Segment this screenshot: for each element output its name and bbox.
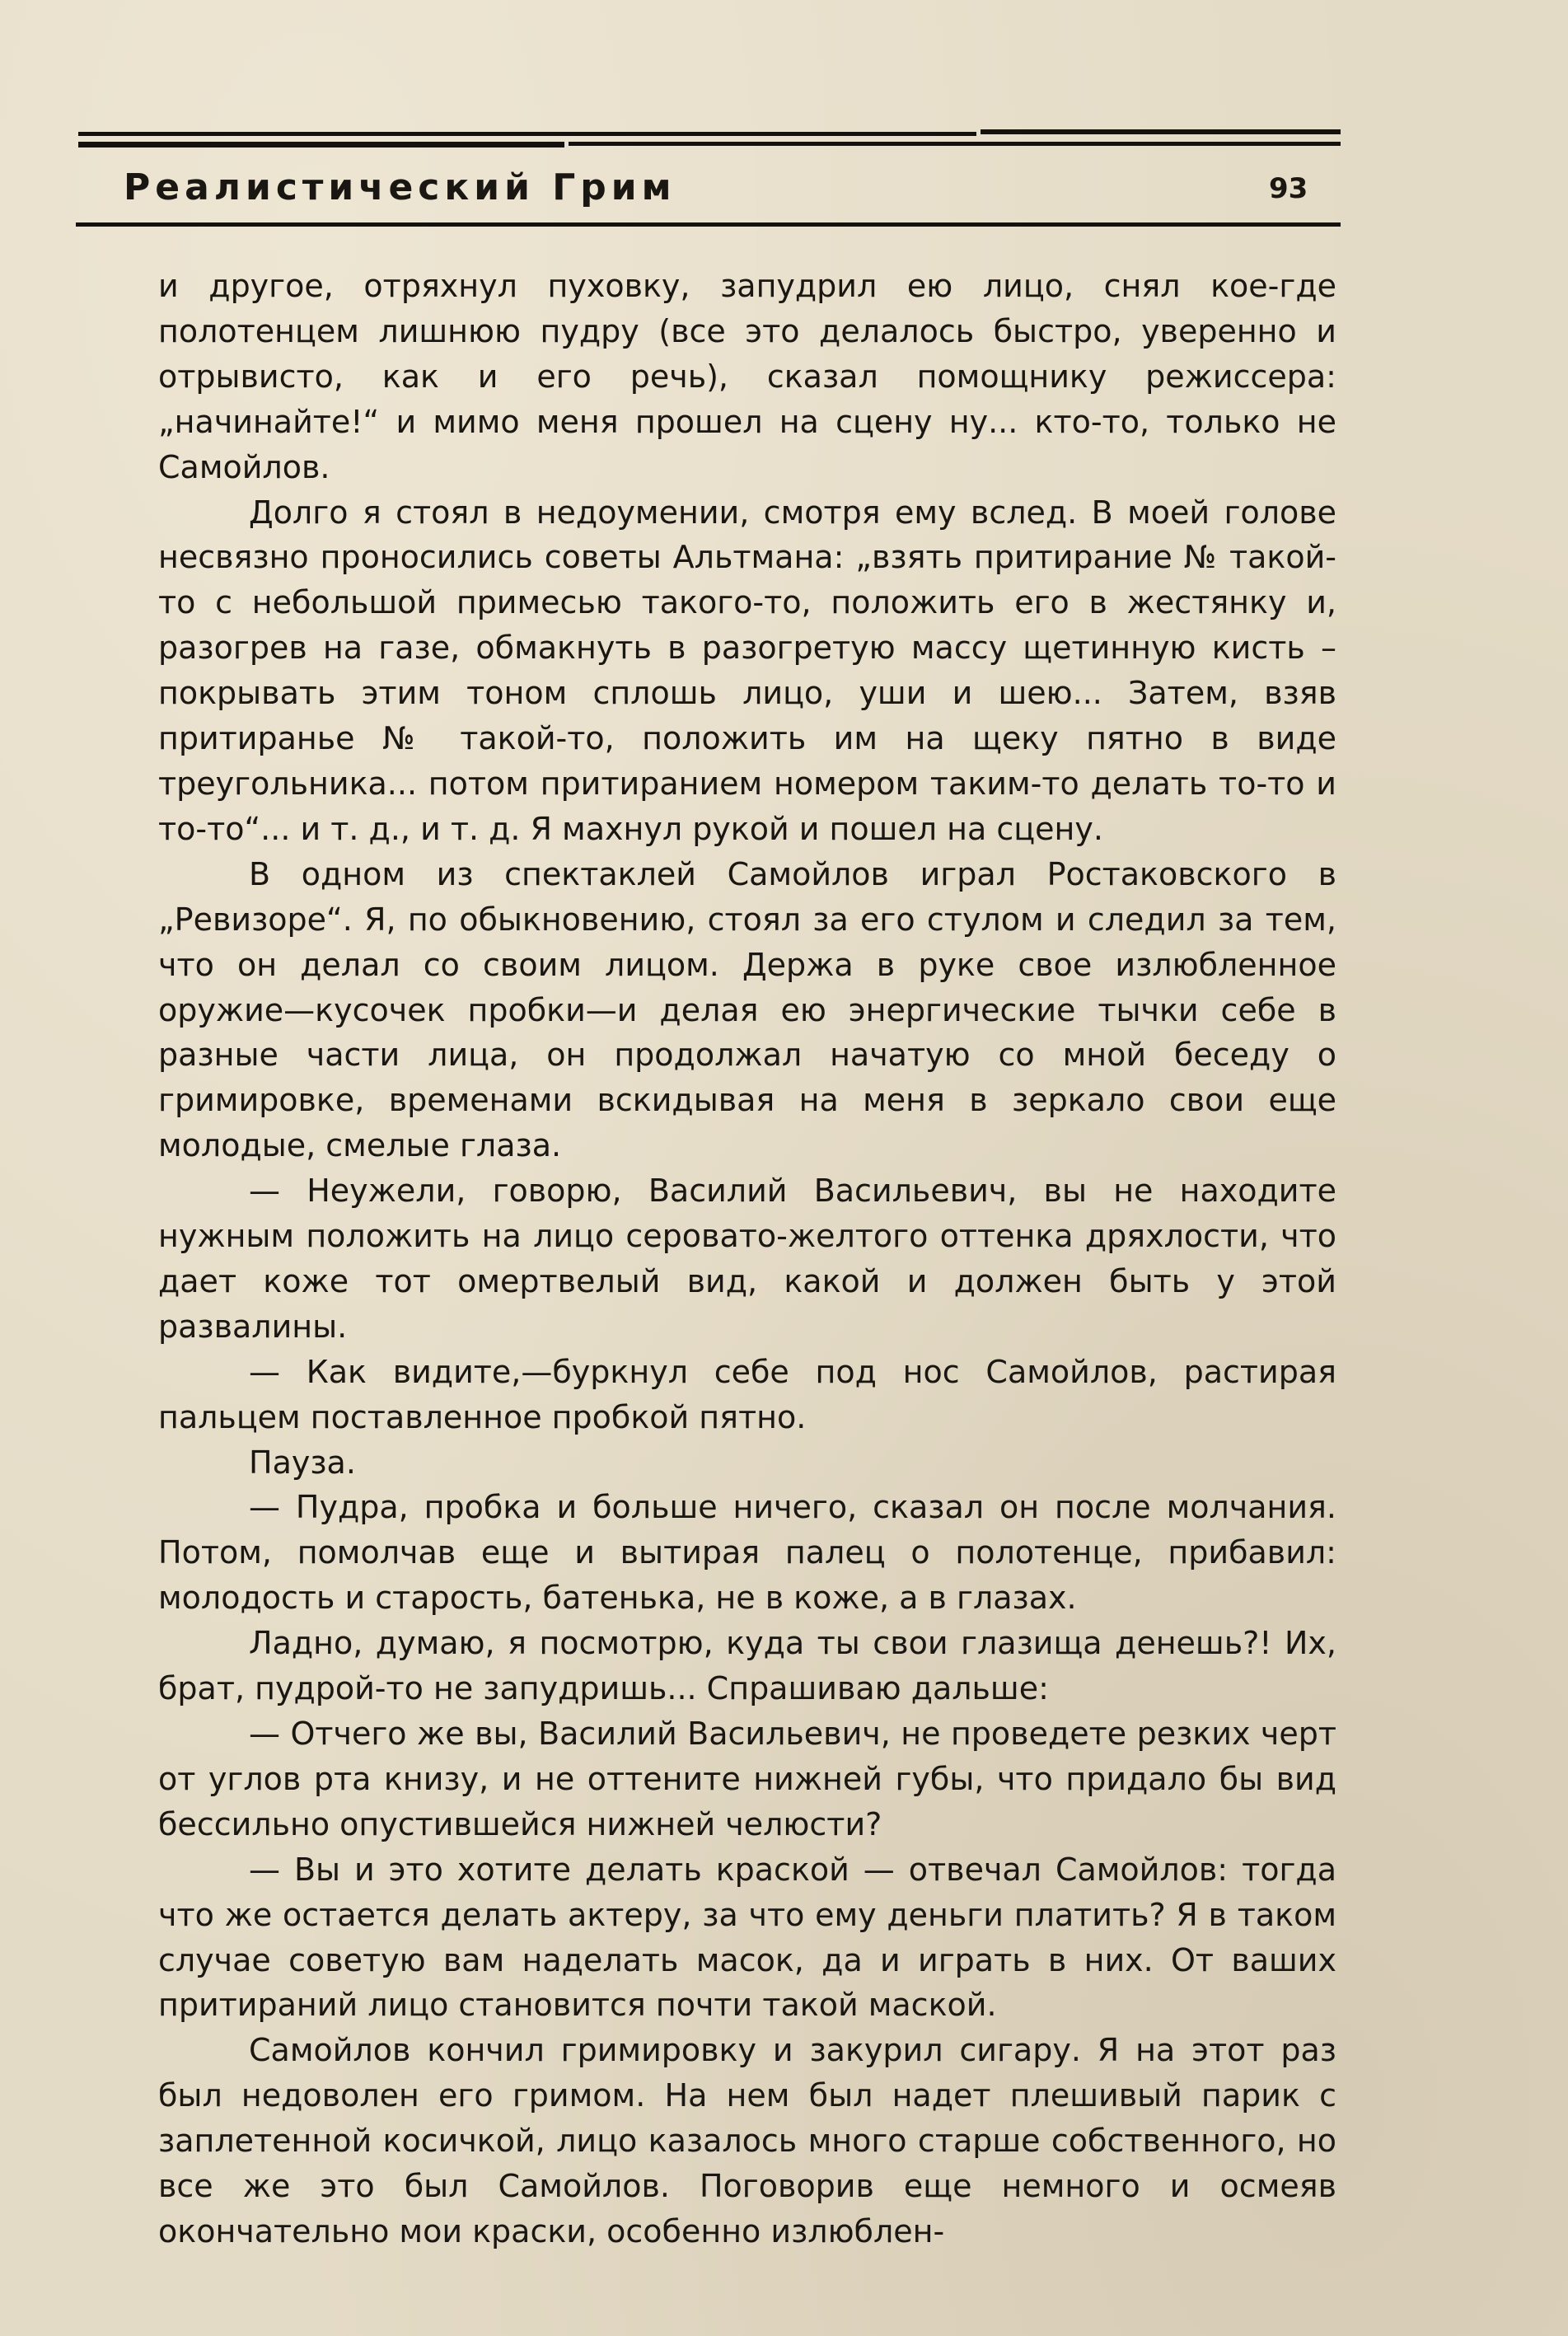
- paragraph: — Как видите,—буркнул себе под нос Самойлов, растирая пальцем поставленное пробкой пятно.: [158, 1353, 1336, 1435]
- paragraph: — Отчего же вы, Василий Васильевич, не проведете резких черт от углов рта книзу, и не оттените нижней губы, что придало бы вид бессильно опустившейся нижней челюсти?: [158, 1716, 1336, 1842]
- paragraph: Пауза.: [249, 1444, 356, 1481]
- paragraph: и другое, отряхнул пуховку, запудрил ею лицо, снял кое-где полотенцем лишнюю пудру (все это делалось быстро, уверенно и отрывисто, как и его речь), сказал помощнику режиссера: „начинайте!“ и мимо меня прошел на сцену ну... кто-то, только не Самойлов.: [158, 268, 1336, 485]
- paragraph: В одном из спектаклей Самойлов играл Ростаковского в „Ревизоре“. Я, по обыкновению, стоял за его стулом и следил за тем, что он делал со своим лицом. Держа в руке свое излюбленное оружие—кусочек пробки—и делая ею энергические тычки себе в разные части лица, он продолжал начатую со мной беседу о гримировке, временами вскидывая на меня в зеркало свои еще молодые, смелые глаза.: [158, 855, 1336, 1164]
- paragraph: Самойлов кончил гримировку и закурил сигару. Я на этот раз был недоволен его гримом. На нем был надет плешивый парик с заплетенной косичкой, лицо казалось много старше собственного, но все же это был Самойлов. Поговорив еще немного и осмеяв окончательно мои краски, особенно излюблен-: [158, 2032, 1336, 2249]
- body-text: [158, 264, 1336, 2254]
- header-rule-bottom: [76, 222, 1341, 227]
- paragraph: Долго я стоял в недоумении, смотря ему вслед. В моей голове несвязно проносились советы Альтмана: „взять притирание № такой-то с небольшой примесью такого-то, положить его в жестянку и, разогрев на газе, обмакнуть в разогретую массу щетинную кисть – покрывать этим тоном сплошь лицо, уши и шею... Затем, взяв притиранье № такой-то, положить им на щеку пятно в виде треугольника... потом притиранием номером таким-то делать то-то и то-то“... и т. д., и т. д. Я махнул рукой и пошел на сцену.: [158, 494, 1336, 847]
- paragraph: — Вы и это хотите делать краской — отвечал Самойлов: тогда что же остается делать актеру, за что ему деньги платить? Я в таком случае советую вам наделать масок, да и играть в них. От ваших притираний лицо становится почти такой маской.: [158, 1851, 1336, 2024]
- header-rule-top-left: [78, 132, 976, 136]
- header-rule-double-right: [569, 142, 1341, 146]
- running-title: Реалистический Грим: [124, 166, 676, 208]
- header-rule-double-left: [78, 142, 564, 147]
- paragraph: — Неужели, говорю, Василий Васильевич, вы не находите нужным положить на лицо серовато-желтого оттенка дряхлости, что дает коже тот омертвелый вид, какой и должен быть у этой развалины.: [158, 1173, 1336, 1345]
- header-rule-top-right: [981, 129, 1341, 134]
- page-number: 93: [1269, 172, 1308, 205]
- paragraph: — Пудра, пробка и больше ничего, сказал он после молчания. Потом, помолчав еще и вытирая палец о полотенце, прибавил: молодость и старость, батенька, не в коже, а в глазах.: [158, 1489, 1336, 1617]
- paragraph: Ладно, думаю, я посмотрю, куда ты свои глазища денешь?! Их, брат, пудрой-то не запудришь... Спрашиваю дальше:: [158, 1625, 1336, 1707]
